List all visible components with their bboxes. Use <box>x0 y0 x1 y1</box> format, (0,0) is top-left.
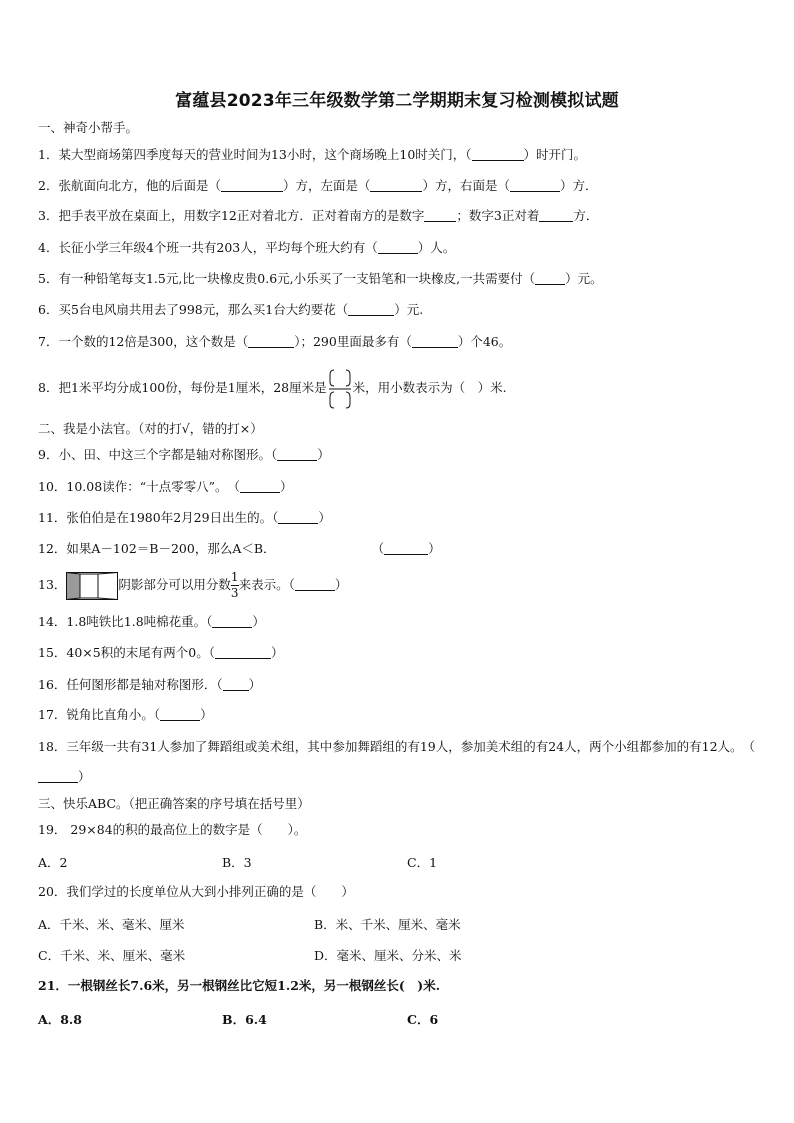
answer-blank[interactable] <box>472 148 524 161</box>
question-14: 14．1.8吨铁比1.8吨棉花重。（ ） <box>38 614 265 629</box>
section-1-heading: 一、神奇小帮手。 <box>38 120 139 135</box>
answer-blank[interactable] <box>424 209 456 222</box>
answer-blank[interactable] <box>370 179 422 192</box>
question-6: 6．买5台电风扇共用去了998元，那么买1台大约要花（ ）元. <box>38 302 424 317</box>
answer-blank[interactable] <box>223 678 249 691</box>
option-a[interactable]: A．2 <box>38 855 68 870</box>
question-19: 19． 29×84的积的最高位上的数字是（ ）。 <box>38 822 307 837</box>
answer-blank[interactable] <box>510 179 560 192</box>
answer-blank[interactable] <box>278 511 318 524</box>
answer-blank[interactable] <box>412 335 458 348</box>
question-16: 16．任何图形都是轴对称图形．（ ） <box>38 677 262 692</box>
question-20-options-row2 <box>38 946 758 962</box>
question-9: 9．小、田、中这三个字都是轴对称图形。（ ） <box>38 447 330 462</box>
question-21: 21．一根钢丝长7.6米，另一根钢丝比它短1.2米，另一根钢丝长( )米. <box>38 978 441 993</box>
answer-blank[interactable] <box>240 480 280 493</box>
empty-fraction[interactable] <box>327 366 353 412</box>
question-1: 1．某大型商场第四季度每天的营业时间为13小时，这个商场晚上10时关门，（ ）时开门。 <box>38 147 587 162</box>
answer-blank[interactable] <box>248 335 294 348</box>
answer-blank[interactable] <box>221 179 283 192</box>
answer-blank[interactable] <box>384 542 428 555</box>
question-21-options <box>38 1010 758 1026</box>
answer-blank[interactable] <box>277 448 317 461</box>
answer-blank[interactable] <box>38 770 78 783</box>
option-c[interactable]: C．1 <box>407 855 438 870</box>
option-b[interactable]: B．3 <box>222 855 252 870</box>
option-b[interactable]: B．6.4 <box>222 1012 267 1027</box>
section-3-heading: 三、快乐ABC。（把正确答案的序号填在括号里） <box>38 796 310 811</box>
answer-blank[interactable] <box>539 209 573 222</box>
answer-blank[interactable] <box>295 578 335 591</box>
question-18: 18．三年级一共有31人参加了舞蹈组或美术组，其中参加舞蹈组的有19人，参加美术组的有24人，两个小组都参加的有12人。 （） <box>38 739 756 784</box>
section-2-heading: 二、我是小法官。（对的打√，错的打×） <box>38 421 263 436</box>
question-4: 4．长征小学三年级4个班一共有203人，平均每个班大约有（ ）人。 <box>38 240 456 255</box>
question-20-options-row1 <box>38 915 758 931</box>
question-8: 8．把1米平均分成100份，每份是1厘米，28厘米是 米，用小数表示为（ ）米. <box>38 364 764 412</box>
answer-blank[interactable] <box>215 646 271 659</box>
question-10: 10．10.08读作：“十点零零八”。 （ ） <box>38 479 293 494</box>
answer-blank[interactable] <box>535 272 565 285</box>
option-c[interactable]: C．千米、米、厘米、毫米 <box>38 948 186 963</box>
question-17: 17．锐角比直角小。（ ） <box>38 707 213 722</box>
option-b[interactable]: B．米、千米、厘米、毫米 <box>314 917 461 932</box>
option-c[interactable]: C．6 <box>407 1012 439 1027</box>
fraction-one-third: $\frac{1}{3}$ <box>230 570 239 600</box>
question-3: 3．把手表平放在桌面上，用数字12正对着北方．正对着南方的是数字 ；数字3正对着 方． <box>38 208 599 223</box>
question-2: 2．张航面向北方，他的后面是（ ）方，左面是（ ）方，右面是（ ）方． <box>38 178 598 193</box>
answer-blank[interactable] <box>378 241 418 254</box>
question-5: 5．有一种铅笔每支1.5元,比一块橡皮贵0.6元,小乐买了一支铅笔和一块橡皮,一共需要付（ ）元。 <box>38 271 603 286</box>
question-20: 20．我们学过的长度单位从大到小排列正确的是（ ） <box>38 884 354 899</box>
answer-blank[interactable] <box>212 615 252 628</box>
answer-blank[interactable] <box>348 303 394 316</box>
question-13: 13． 阴影部分可以用分数 $\frac{1}{3}$ 来表示。（ ） <box>38 570 348 600</box>
question-19-options <box>38 853 758 869</box>
answer-blank[interactable] <box>160 708 200 721</box>
option-d[interactable]: D．毫米、厘米、分米、米 <box>314 948 462 963</box>
question-12: 12．如果A－102＝B－200，那么A＜B． （ ） <box>38 541 441 556</box>
option-a[interactable]: A．千米、米、毫米、厘米 <box>38 917 185 932</box>
question-7: 7．一个数的12倍是300，这个数是（ ）；290里面最多有（ ）个46。 <box>38 334 512 349</box>
page-title: 富蕴县2023年三年级数学第二学期期末复习检测模拟试题 <box>175 91 619 111</box>
question-11: 11．张伯伯是在1980年2月29日出生的。（ ） <box>38 510 331 525</box>
shaded-rectangle-figure <box>66 572 118 600</box>
option-a[interactable]: A．8.8 <box>38 1012 82 1027</box>
question-15: 15．40×5积的末尾有两个0。（ ） <box>38 645 284 660</box>
